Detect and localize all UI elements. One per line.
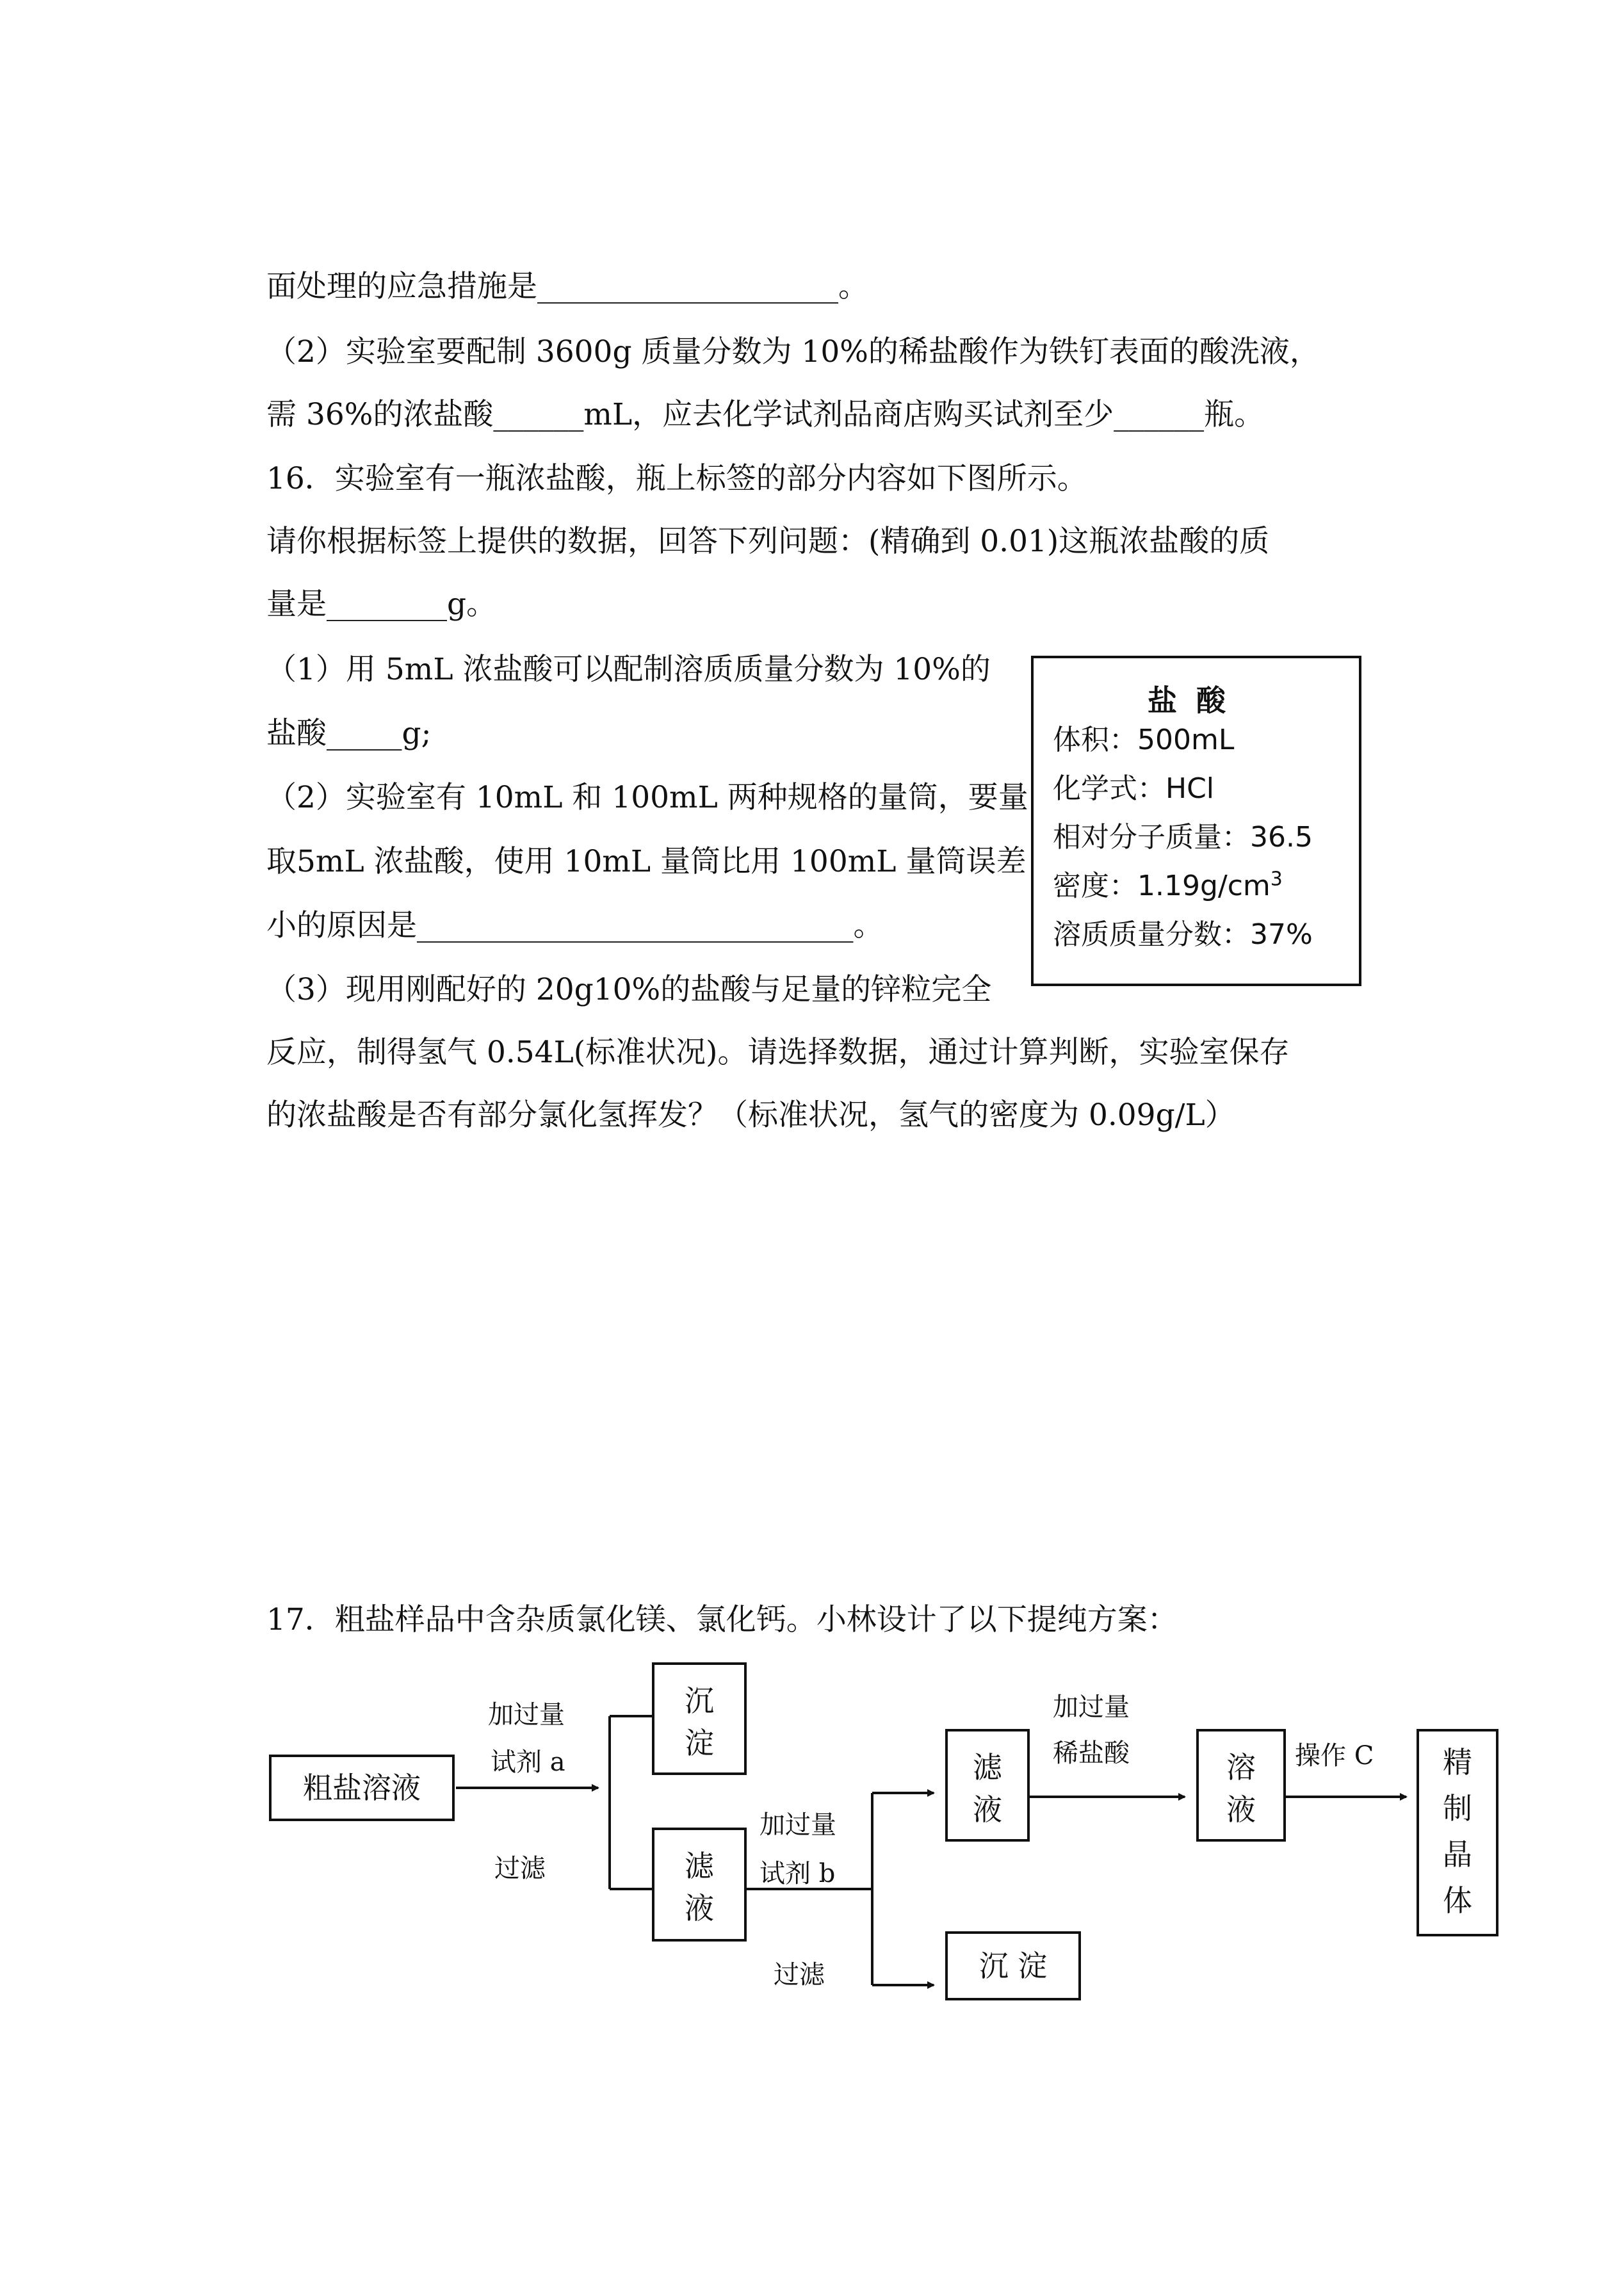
step-add-b-line1: 加过量 — [759, 1810, 836, 1840]
text-line: 面处理的应急措施是____________________。 — [266, 269, 868, 304]
text-line: 量是________g。 — [266, 587, 497, 622]
filtrate-1-char-2: 液 — [685, 1891, 714, 1926]
step-filter-1: 过滤 — [494, 1854, 546, 1883]
question-16-1: （1）用 5mL 浓盐酸可以配制溶质质量分数为 10%的 — [266, 652, 991, 687]
text-line: 反应，制得氢气 0.54L(标准状况)。请选择数据，通过计算判断，实验室保存 — [266, 1035, 1290, 1070]
step-filter-2: 过滤 — [774, 1960, 825, 1990]
filtrate-2-char-1: 滤 — [973, 1750, 1002, 1785]
step-add-a-line2: 试剂 a — [491, 1748, 565, 1777]
step-add-hcl-line1: 加过量 — [1053, 1692, 1130, 1722]
filtrate-1-char-1: 滤 — [685, 1849, 714, 1883]
crystal-char-4: 体 — [1443, 1883, 1472, 1918]
label-formula: 化学式：HCl — [1053, 772, 1215, 805]
solution-char-2: 液 — [1226, 1792, 1256, 1827]
question-16-2: （2）实验室有 10mL 和 100mL 两种规格的量筒，要量 — [266, 780, 1028, 815]
question-16-title: 16．实验室有一瓶浓盐酸，瓶上标签的部分内容如下图所示。 — [266, 461, 1087, 496]
question-15-2: （2）实验室要配制 3600g 质量分数为 10%的稀盐酸作为铁钉表面的酸洗液， — [266, 334, 1320, 369]
filtrate-2-char-2: 液 — [973, 1792, 1002, 1827]
solution-char-1: 溶 — [1226, 1750, 1256, 1785]
step-operation-c: 操作 C — [1295, 1741, 1374, 1771]
step-add-b-line2: 试剂 b — [759, 1859, 836, 1888]
text-line: 的浓盐酸是否有部分氯化氢挥发？（标准状况，氢气的密度为 0.09g/L） — [266, 1098, 1235, 1133]
text-line: 盐酸_____g; — [266, 716, 432, 751]
label-volume: 体积：500mL — [1053, 724, 1235, 756]
precipitate-1-char-2: 淀 — [685, 1726, 714, 1760]
text-line: 小的原因是_____________________________。 — [266, 908, 884, 943]
filtrate-box-1 — [652, 1828, 747, 1942]
precipitate-box-2: 沉 淀 — [945, 1931, 1081, 2000]
refined-crystal-box — [1417, 1729, 1498, 1936]
label-density-sup: 3 — [1270, 868, 1283, 891]
crude-salt-box: 粗盐溶液 — [269, 1755, 455, 1821]
question-16-3: （3）现用刚配好的 20g10%的盐酸与足量的锌粒完全 — [266, 972, 992, 1007]
filtrate-box-2 — [945, 1729, 1030, 1842]
crystal-char-3: 晶 — [1443, 1837, 1472, 1872]
crystal-char-2: 制 — [1443, 1791, 1472, 1826]
step-add-a-line1: 加过量 — [488, 1700, 565, 1730]
label-molar-mass: 相对分子质量：36.5 — [1053, 821, 1313, 854]
precipitate-box-1 — [652, 1662, 747, 1775]
crystal-char-1: 精 — [1443, 1745, 1472, 1780]
question-17-title: 17．粗盐样品中含杂质氯化镁、氯化钙。小林设计了以下提纯方案： — [266, 1602, 1178, 1637]
text-line: 需 36%的浓盐酸______mL，应去化学试剂品商店购买试剂至少______瓶。 — [266, 397, 1265, 432]
text-line: 取5mL 浓盐酸，使用 10mL 量筒比用 100mL 量筒误差 — [266, 844, 1027, 879]
label-title: 盐酸 — [1148, 683, 1245, 718]
label-density-text: 密度：1.19g/cm — [1053, 870, 1271, 902]
precipitate-1-char-1: 沉 — [685, 1683, 714, 1718]
step-add-hcl-line2: 稀盐酸 — [1053, 1739, 1130, 1768]
label-fraction: 溶质质量分数：37% — [1053, 918, 1313, 951]
text-line: 请你根据标签上提供的数据，回答下列问题：(精确到 0.01)这瓶浓盐酸的质 — [266, 524, 1270, 559]
solution-box — [1196, 1729, 1286, 1842]
